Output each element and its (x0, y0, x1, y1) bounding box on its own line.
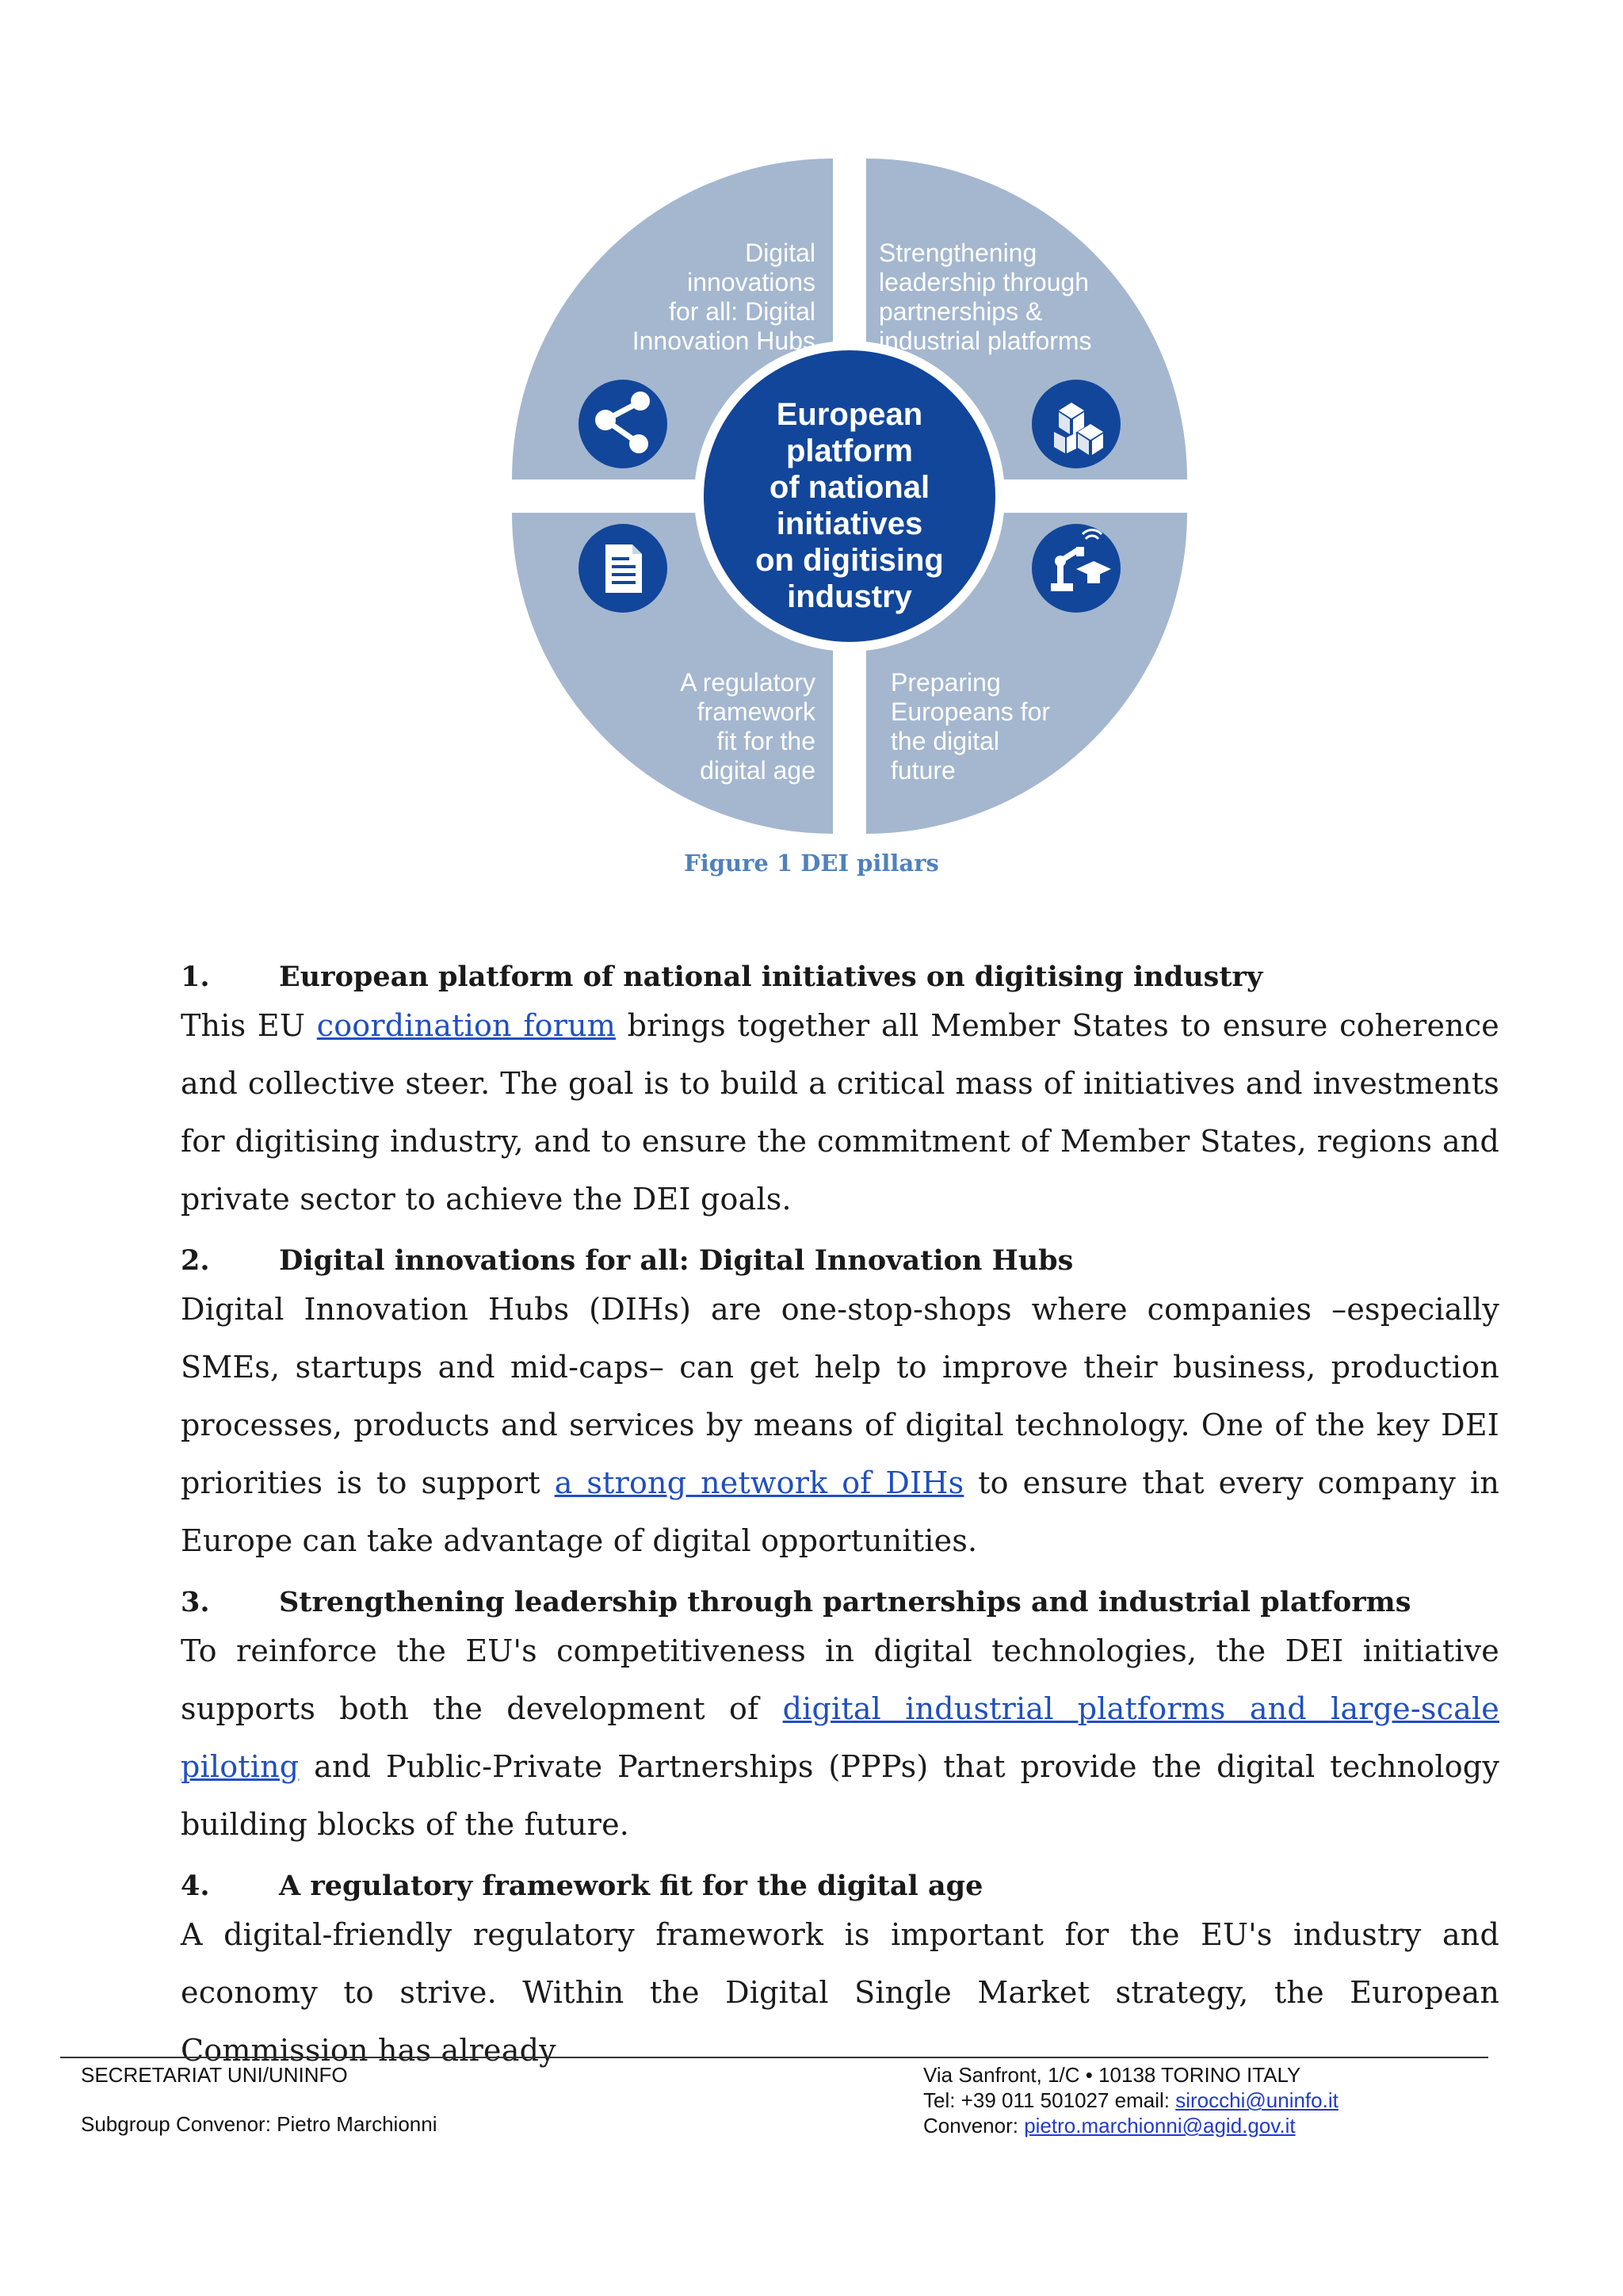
figure-label-line: future (891, 756, 956, 785)
section-title: A regulatory framework fit for the digital age (279, 1870, 983, 1902)
section-paragraph (181, 1622, 1499, 1854)
dei-pillars-figure (512, 159, 1187, 834)
figure-label-line: Europeans for (891, 697, 1051, 726)
paragraph-text: to ensure that every company in Europe can take advantage of digital opportunities. (181, 1465, 1500, 1558)
document-body (181, 957, 1499, 2080)
figure-label-line: on digitising (755, 543, 944, 578)
figure-label-line: digital age (700, 756, 815, 785)
email-link-sirocchi[interactable]: sirocchi@uninfo.it (1175, 2088, 1338, 2112)
figure-label-line: Preparing (891, 668, 1001, 697)
section-heading (181, 1866, 1499, 1906)
inline-link[interactable]: digital industrial platforms and large-scale piloting (181, 1691, 1499, 1784)
footer-contact (923, 2088, 1338, 2113)
network-nodes-icon (579, 380, 667, 468)
figure-label-line: European (776, 397, 923, 432)
footer-right (923, 2062, 1338, 2138)
section-paragraph (181, 997, 1499, 1228)
figure-label-line: framework (697, 697, 815, 726)
footer-divider (60, 2057, 1488, 2058)
footer-left (81, 2062, 437, 2137)
footer-address: Via Sanfront, 1/C • 10138 TORINO ITALY (923, 2063, 1301, 2087)
paragraph-text: This EU (181, 1008, 317, 1043)
figure-label-line: for all: Digital (669, 297, 815, 326)
section-number: 4. (181, 1870, 210, 1902)
figure-label-line: of national (769, 470, 930, 505)
section-heading (181, 957, 1499, 997)
figure-label-line: leadership through (879, 268, 1090, 296)
figure-label-line: fit for the (716, 727, 815, 755)
figure-label-line: the digital (891, 727, 999, 755)
footer-secretariat: SECRETARIAT UNI/UNINFO (81, 2063, 348, 2087)
cubes-icon (1032, 380, 1121, 468)
figure-label-line: Digital (745, 239, 815, 267)
figure-label-line: Innovation Hubs (632, 327, 815, 355)
section-heading (181, 1583, 1499, 1622)
figure-label-line: partnerships & (879, 297, 1043, 326)
paragraph-text: brings together all Member States to ensure coherence and collective steer. The goal is to build a critical mass of initiatives and investments for digitising industry, and to ensure the commitment of Member States, regions and private sector to achieve the DEI goals. (181, 1008, 1499, 1217)
paragraph-text: A digital-friendly regulatory framework is important for the EU's industry and economy to strive. Within the Digital Single Market strategy, the European Commission has already (181, 1917, 1499, 2068)
figure-label-line: A regulatory (680, 668, 815, 697)
footer-convenor (923, 2113, 1338, 2138)
section-number: 2. (181, 1244, 210, 1277)
figure-label-line: innovations (687, 268, 815, 296)
figure-label-line: Strengthening (879, 239, 1037, 267)
email-link-marchionni[interactable]: pietro.marchionni@agid.gov.it (1024, 2114, 1296, 2137)
document-icon (579, 524, 667, 613)
footer-convenor-label: Convenor: (923, 2114, 1025, 2137)
inline-link[interactable]: coordination forum (316, 1008, 616, 1043)
figure-caption: Figure 1 DEI pillars (684, 850, 939, 877)
page-footer (0, 2062, 1623, 2149)
paragraph-text: To reinforce the EU's competitiveness in digital technologies, the DEI initiative supports both the development of (181, 1633, 1499, 1726)
paragraph-text: and Public-Private Partnerships (PPPs) that provide the digital technology building blocks of the future. (181, 1749, 1499, 1842)
section-paragraph (181, 1281, 1499, 1570)
section-title: European platform of national initiatives on digitising industry (279, 961, 1263, 993)
section-number: 1. (181, 961, 210, 993)
section-title: Digital innovations for all: Digital Innovation Hubs (279, 1244, 1074, 1277)
figure-label-line: initiatives (776, 506, 923, 541)
section-heading (181, 1241, 1499, 1281)
section-number: 3. (181, 1586, 210, 1618)
robot-arm-graduation-icon (1032, 524, 1121, 613)
inline-link[interactable]: a strong network of DIHs (554, 1465, 964, 1500)
footer-tel: Tel: +39 011 501027 email: (923, 2088, 1176, 2112)
section-title: Strengthening leadership through partnerships and industrial platforms (279, 1586, 1411, 1618)
paragraph-text: Digital Innovation Hubs (DIHs) are one-stop-shops where companies –especially SMEs, startups and mid-caps– can get help to improve their business, production processes, products and services by means of digital technology. One of the key DEI priorities is to support (181, 1292, 1499, 1500)
section-paragraph (181, 1906, 1499, 2080)
footer-subgroup-convenor: Subgroup Convenor: Pietro Marchionni (81, 2112, 437, 2136)
figure-label-line: industry (787, 579, 912, 614)
figure-label-line: industrial platforms (879, 327, 1092, 355)
figure-label-line: platform (786, 434, 913, 468)
